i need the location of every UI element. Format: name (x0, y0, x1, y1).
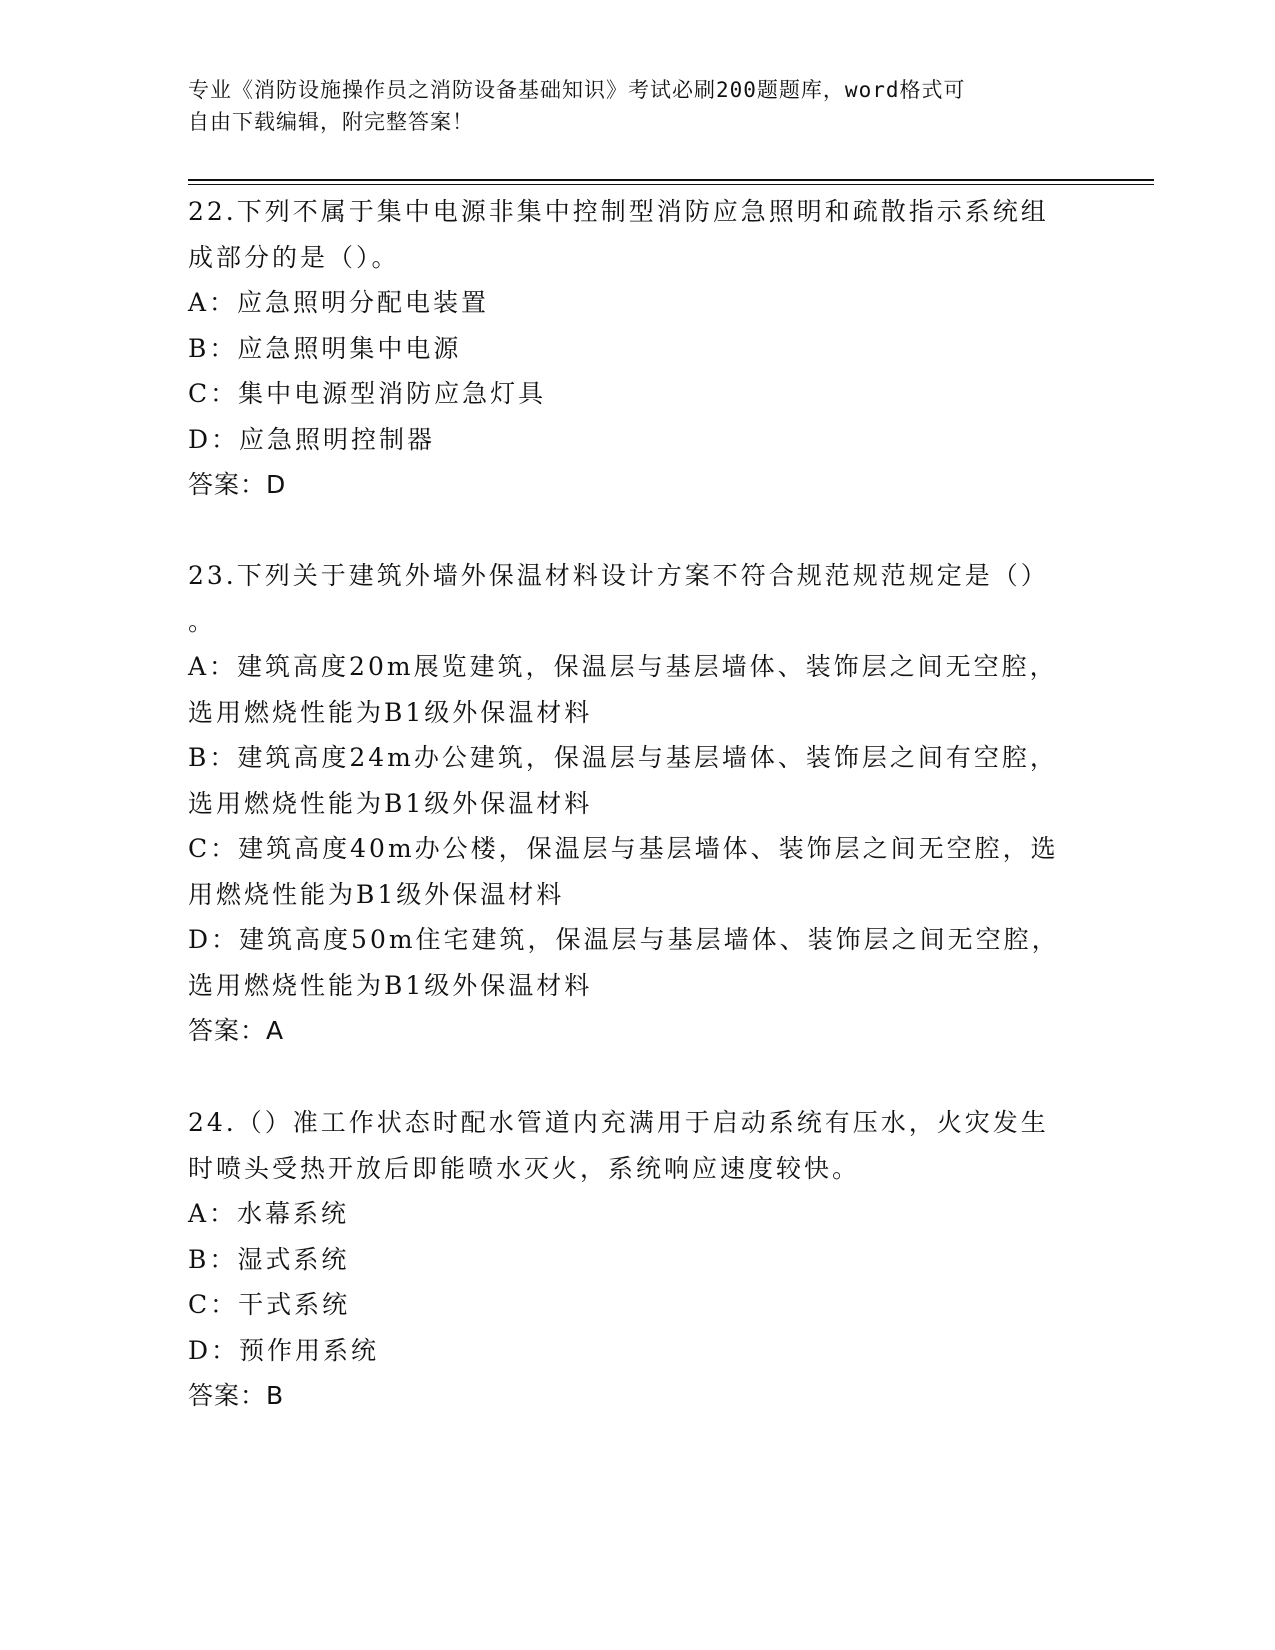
answer-line: 答案：A (188, 1016, 285, 1045)
option-a: A：水幕系统 (188, 1199, 350, 1228)
question-stem-line: 。 (188, 606, 217, 636)
option-a-line: 选用燃烧性能为B1级外保温材料 (188, 697, 593, 727)
answer-line: 答案：D (188, 470, 287, 499)
question-22 (188, 189, 1088, 508)
option-b: B：湿式系统 (188, 1244, 350, 1274)
question-stem-line: 24.（）准工作状态时配水管道内充满用于启动系统有压水，火灾发生 (188, 1108, 1049, 1137)
option-c: C：干式系统 (188, 1290, 351, 1319)
option-a-line: A：建筑高度20m展览建筑，保温层与基层墙体、装饰层之间无空腔， (188, 652, 1058, 681)
question-24 (188, 1100, 1088, 1419)
question-23 (188, 553, 1088, 1054)
option-d-line: 选用燃烧性能为B1级外保温材料 (188, 970, 593, 1000)
option-d-line: D：建筑高度50m住宅建筑，保温层与基层墙体、装饰层之间无空腔， (188, 925, 1060, 954)
option-c-line: 用燃烧性能为B1级外保温材料 (188, 879, 565, 909)
question-stem-line: 22.下列不属于集中电源非集中控制型消防应急照明和疏散指示系统组 (188, 197, 1049, 226)
option-a: A：应急照明分配电装置 (188, 288, 490, 317)
option-d: D：应急照明控制器 (188, 424, 436, 454)
header-divider (188, 184, 1154, 185)
question-stem-line: 23.下列关于建筑外墙外保温材料设计方案不符合规范规范规定是（） (188, 561, 1049, 590)
option-b-line: 选用燃烧性能为B1级外保温材料 (188, 788, 593, 818)
answer-line: 答案：B (188, 1381, 285, 1410)
option-c: C：集中电源型消防应急灯具 (188, 379, 547, 408)
question-stem-line: 成部分的是（）。 (188, 242, 400, 272)
option-c-line: C：建筑高度40m办公楼，保温层与基层墙体、装饰层之间无空腔，选 (188, 834, 1059, 863)
question-stem-line: 时喷头受热开放后即能喷水灭火，系统响应速度较快。 (188, 1153, 861, 1183)
option-d: D：预作用系统 (188, 1335, 380, 1365)
option-b-line: B：建筑高度24m办公建筑，保温层与基层墙体、装饰层之间有空腔， (188, 743, 1058, 772)
header-line: 自由下载编辑，附完整答案！ (188, 110, 474, 134)
option-b: B：应急照明集中电源 (188, 333, 462, 363)
document-header (188, 74, 1088, 138)
header-divider (188, 179, 1154, 181)
header-line: 专业《消防设施操作员之消防设备基础知识》考试必刷200题题库，word格式可 (188, 78, 966, 102)
